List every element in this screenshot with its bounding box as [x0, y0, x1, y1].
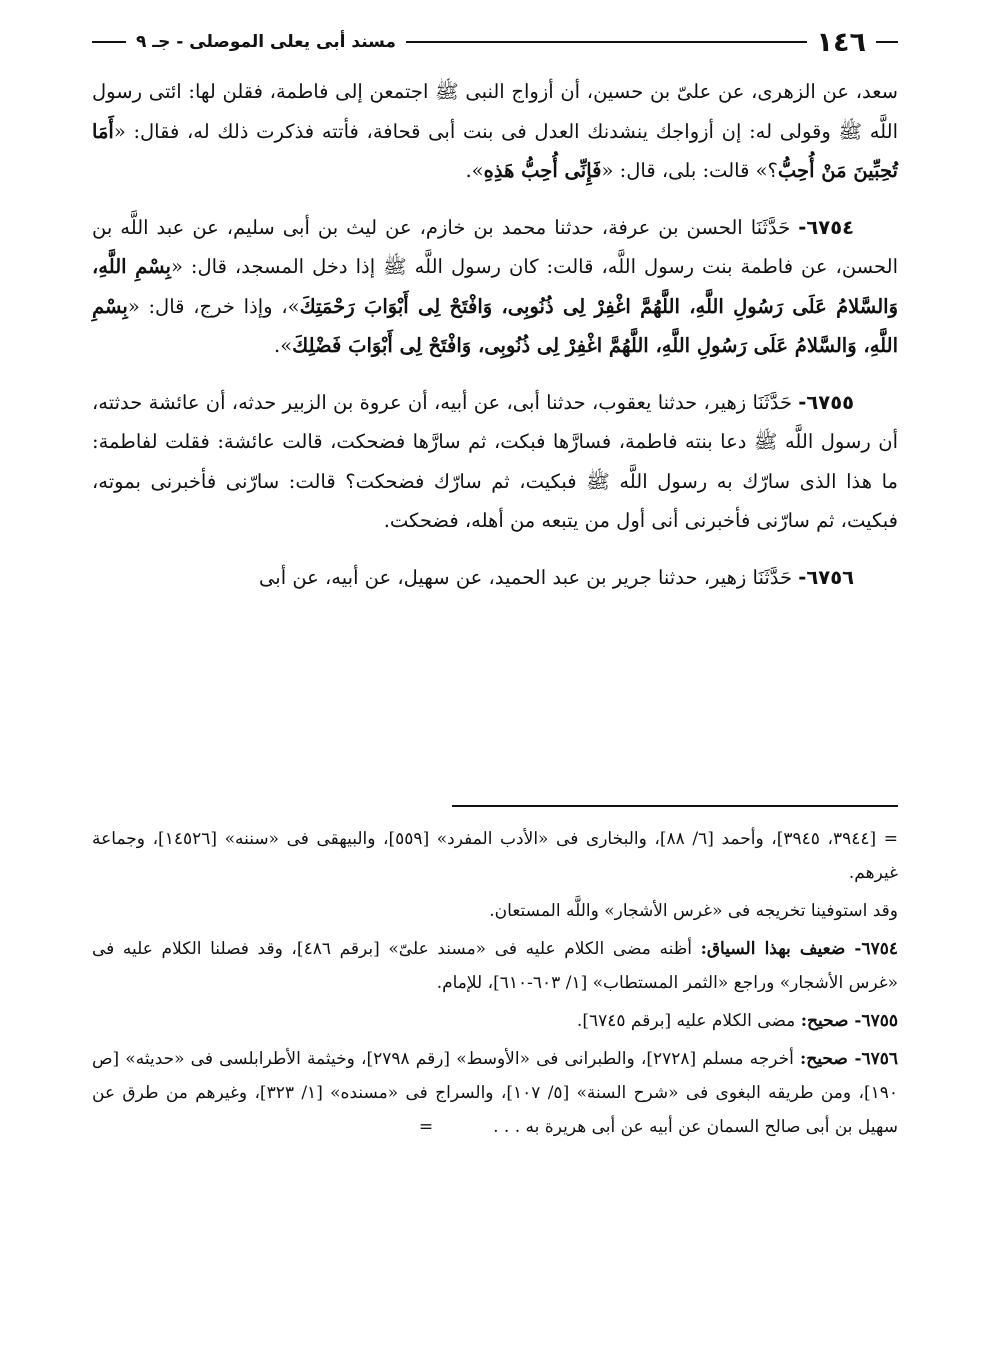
- hadith-6756: [92, 558, 898, 598]
- header-rule: [406, 41, 807, 43]
- footnote-note: وقد استوفينا تخريجه فى «غرس الأشجار» واللَّه المستعان.: [489, 901, 898, 921]
- footnote-label: ٦٧٥٦- صحيح:: [800, 1049, 899, 1069]
- footnote-6755: [92, 1004, 898, 1038]
- prophetic-quote: أَمَا تُحِبِّينَ مَنْ أُحِبُّ: [92, 119, 898, 182]
- paragraph-continued: [92, 72, 898, 191]
- footnote-label: ٦٧٥٤- ضعيف بهذا السياق:: [700, 939, 899, 959]
- hadith-number: ٦٧٥٤-: [798, 215, 854, 239]
- footnote-6754: [92, 932, 898, 1000]
- header-dash-right: [876, 41, 898, 43]
- footnote-6756: [92, 1042, 898, 1144]
- text-run: حَدَّثَنَا الحسن بن عرفة، حدثنا محمد بن خازم، عن ليث بن أبى سليم، عن عبد اللَّه بن الحسن، عن فاطمة بنت رسول اللَّه، قالت: كان رسول اللَّه ﷺ إذا دخل المسجد، قال: «: [92, 215, 898, 278]
- book-title: مسند أبى يعلى الموصلى - جـ ٩: [136, 32, 396, 52]
- text-run: ؟» قالت: بلى، قال: «: [601, 159, 778, 182]
- footnote-continued: = [٣٩٤٤، ٣٩٤٥]، وأحمد [٦/ ٨٨]، والبخارى فى «الأدب المفرد» [٥٥٩]، والبيهقى فى «سننه» [١٤٥٢٦]، وجماعة غيرهم.: [92, 829, 899, 883]
- footnote-separator: [452, 805, 898, 807]
- text-run: ».: [274, 334, 293, 357]
- hadith-6755: [92, 383, 898, 541]
- footnotes: [92, 822, 898, 1148]
- footnote-label: ٦٧٥٥- صحيح:: [800, 1011, 898, 1031]
- running-header: [92, 22, 898, 62]
- footnote-text: أخرجه مسلم [٢٧٢٨]، والطبرانى فى «الأوسط» [رقم ٢٧٩٨]، وخيثمة الأطرابلسى فى «حديثه» [ص ١٩٠]، ومن طريقه البغوى فى «شرح السنة» [٥/ ١٠٧]، والسراج فى «مسنده» [١/ ٣٢٣]، وغيرهم من طرق عن سهيل بن أبى صالح السمان عن أبيه عن أبى هريرة به . . .: [92, 1049, 898, 1137]
- prophetic-quote: بِسْمِ اللَّهِ، وَالسَّلامُ عَلَى رَسُولِ اللَّهِ، اللَّهُمَّ اغْفِرْ لِى ذُنُوبِى، وَافْتَحْ لِى أَبْوَابَ رَحْمَتِكَ: [92, 255, 898, 318]
- text-run: سعد، عن الزهرى، عن علىّ بن حسين، أن أزواج النبى ﷺ اجتمعن إلى فاطمة، فقلن لها: ائتى رسول اللَّه ﷺ وقولى له: إن أزواجك ينشدنك العدل فى بنت أبى قحافة، فأتته فذكرت ذلك له، فقال: «: [92, 80, 898, 143]
- continuation-mark: =: [418, 1117, 434, 1137]
- text-run: ».: [465, 159, 484, 182]
- prophetic-quote: فَإِنِّى أُحِبُّ هَذِهِ: [483, 159, 602, 182]
- hadith-6754: [92, 208, 898, 366]
- main-text: [92, 72, 898, 614]
- text-run: حَدَّثَنَا زهير، حدثنا يعقوب، حدثنا أبى، عن أبيه، أن عروة بن الزبير حدثه، أن عائشة حدثته، أن رسول اللَّه ﷺ دعا بنته فاطمة، فسارَّها فبكت، ثم سارَّها فضحكت، قالت عائشة: فقلت لفاطمة: ما هذا الذى سارّك به رسول اللَّه ﷺ فبكيت، ثم سارّك فضحكت؟ قالت: سارّنى فأخبرنى بموته، فبكيت، ثم سارّنى فأخبرنى أنى أول من يتبعه من أهله، فضحكت.: [92, 390, 898, 532]
- text-run: حَدَّثَنَا زهير، حدثنا جرير بن عبد الحميد، عن سهيل، عن أبيه، عن أبى: [259, 565, 793, 589]
- footnote-text: مضى الكلام عليه [برقم ٦٧٤٥].: [576, 1011, 796, 1031]
- prophetic-quote: بِسْمِ اللَّهِ، وَالسَّلامُ عَلَى رَسُولِ اللَّهِ، اللَّهُمَّ اغْفِرْ لِى ذُنُوبِى، وَافْتَحْ لِى أَبْوَابَ فَضْلِكَ: [92, 294, 898, 357]
- header-dash-left: [92, 41, 126, 43]
- text-run: »، وإذا خرج، قال: «: [127, 294, 300, 318]
- footnote-text: أظنه مضى الكلام عليه فى «مسند علىّ» [برقم ٤٨٦]، وقد فصلنا الكلام عليه فى «غرس الأشجار» وراجع «الثمر المستطاب» [١/ ٦٠٣-٦١٠]، للإمام.: [92, 939, 898, 993]
- page-number: ١٤٦: [816, 26, 866, 58]
- hadith-number: ٦٧٥٦-: [798, 565, 854, 589]
- hadith-number: ٦٧٥٥-: [798, 390, 854, 414]
